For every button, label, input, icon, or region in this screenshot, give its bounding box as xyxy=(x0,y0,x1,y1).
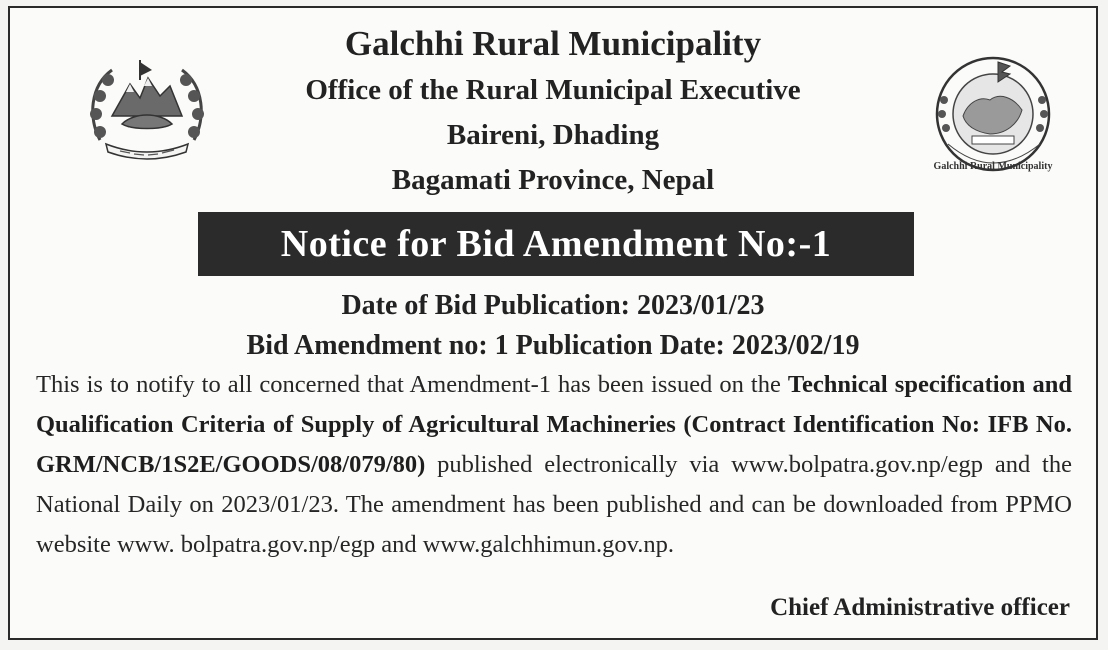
header xyxy=(10,20,1096,203)
signature-title: Chief Administrative officer xyxy=(770,594,1070,621)
body-intro: This is to notify to all concerned that Amendment-1 has been issued on the xyxy=(36,371,788,398)
office-name: Office of the Rural Municipal Executive xyxy=(305,74,801,106)
bid-publication-date: Date of Bid Publication: 2023/01/23 xyxy=(341,290,765,321)
amendment-publication-date: Bid Amendment no: 1 Publication Date: 2023/02/19 xyxy=(246,330,860,361)
dates-block xyxy=(10,286,1096,366)
municipality-name: Galchhi Rural Municipality xyxy=(344,24,762,63)
svg-text:Galchhi Rural Municipality: Galchhi Rural Municipality xyxy=(933,161,1053,172)
body-details: published electronically via www.bolpatra.gov.np/egp and the National Daily on 2023/01/23. The amendment has been published and can be downloaded from PPMO website www. bolpatra.gov.np/egp and www.galchhimun.gov.np. xyxy=(36,451,1072,558)
body-contract-details: Technical specification and Qualification Criteria of Supply of Agricultural Machineries (Contract Identification No: IFB No. GRM/NCB/1S2E/GOODS/08/079/80) xyxy=(36,371,1072,478)
notice-title-banner: Notice for Bid Amendment No:-1 xyxy=(198,212,914,276)
office-location: Baireni, Dhading xyxy=(446,119,660,151)
notice-body xyxy=(36,365,1072,565)
province-name: Bagamati Province, Nepal xyxy=(391,164,715,196)
notice-document xyxy=(8,6,1098,640)
